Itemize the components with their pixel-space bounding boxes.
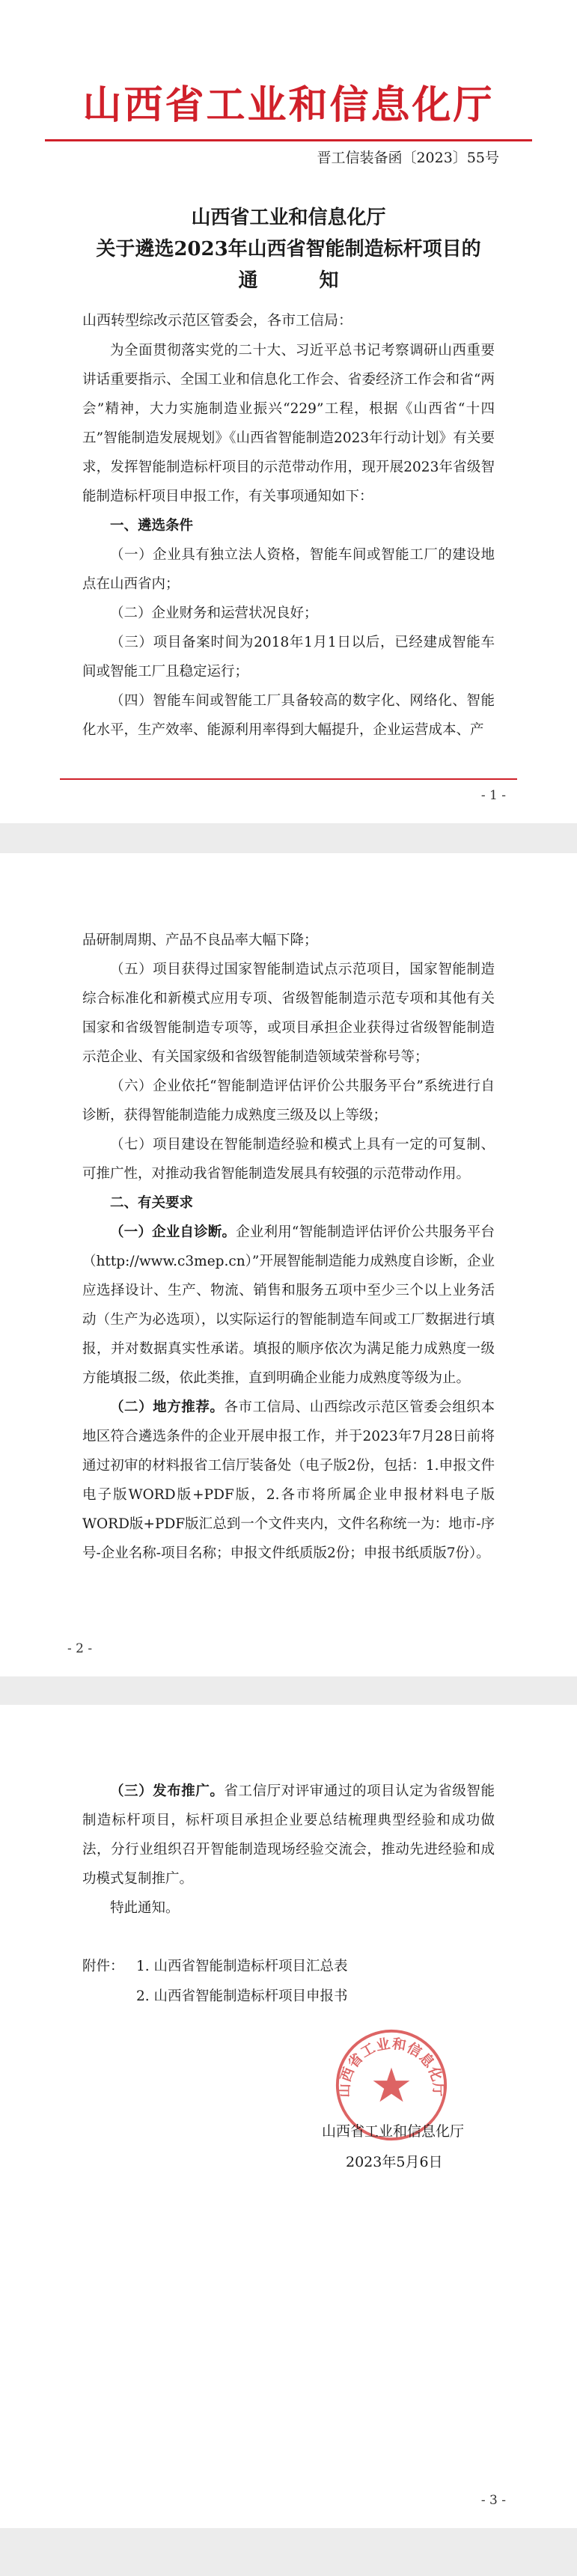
document-title [0,202,577,296]
attachments-list [82,1952,348,2012]
condition-5: （五）项目获得过国家智能制造试点示范项目，国家智能制造综合标准化和新模式应用专项、省级智能制造示范专项和其他有关国家和省级智能制造专项等，或项目承担企业获得过省级智能制造示范企业、有关国家级和省级智能制造领域荣誉称号等； [82,962,495,1065]
svg-text:山西省工业和信息化厅: 山西省工业和信息化厅 [337,2036,446,2098]
signer-name: 山西省工业和信息化厅 [322,2123,465,2140]
requirement-1-label: （一）企业自诊断。 [110,1224,236,1240]
title-line-1: 山西省工业和信息化厅 [191,207,386,229]
condition-7: （七）项目建设在智能制造经验和模式上具有一定的可复制、可推广性，对推动我省智能制造发展具有较强的示范带动作用。 [82,1137,495,1182]
intro-paragraph: 为全面贯彻落实党的二十大、习近平总书记考察调研山西重要讲话重要指示、全国工业和信息化工作会、省委经济工作会和省“两会”精神，大力实施制造业振兴“229”工程，根据《山西省“十四五”智能制造发展规划》《山西省智能制造2023年行动计划》有关要求，发挥智能制造标杆项目的示范带动作用，现开展2023年省级智能制造标杆项目申报工作，有关事项通知如下： [82,343,495,504]
attachment-2: 2. 山西省智能制造标杆项目申报书 [136,1989,348,2004]
requirement-3 [82,1777,495,1893]
letterhead-title: 山西省工业和信息化厅 [82,82,495,128]
title-line-3: 通 知 [238,269,360,292]
page-3-body [82,1777,495,1923]
requirement-1-text: 企业利用“智能制造评估评价公共服务平台（http://www.c3mep.cn）”开展智能制造能力成熟度自诊断，企业应选择设计、生产、物流、销售和服务五项中至少三个以上业务活动（生产为必选项），以实际运行的智能制造车间或工厂数据进行填报，并对数据真实性承诺。填报的顺序依次为满足能力成熟度一级方能填报二级，依此类推，直到明确企业能力成熟度等级为止。 [82,1224,495,1386]
document-page-3 [0,1705,577,2528]
document-page-2 [0,853,577,1676]
issue-date: 2023年5月6日 [346,2154,443,2170]
condition-4: （四）智能车间或智能工厂具备较高的数字化、网络化、智能化水平，生产效率、能源利用率得到大幅提升，企业运营成本、产 [82,693,495,738]
condition-2: （二）企业财务和运营状况良好； [110,605,318,621]
letterhead-red-rule [45,139,532,141]
closing-remark: 特此通知。 [110,1900,180,1916]
requirement-3-text: 省工信厅对评审通过的项目认定为省级智能制造标杆项目，标杆项目承担企业要总结梳理典型经验和成功做法，分行业组织召开智能制造现场经验交流会，推动先进经验和成功模式复制推广。 [82,1783,495,1887]
attachment-item [82,1952,348,1982]
condition-1: （一）企业具有独立法人资格，智能车间或智能工厂的建设地点在山西省内； [82,547,495,592]
document-page-1 [0,0,577,823]
page-1-body [82,336,495,745]
section-heading-1: 一、遴选条件 [110,518,194,534]
condition-3: （三）项目备案时间为2018年1月1日以后，已经建成智能车间或智能工厂且稳定运行； [82,635,495,680]
page-number-2: - 2 - [67,1641,93,1656]
page-2-body [82,926,495,1568]
salutation: 山西转型综改示范区管委会，各市工信局： [82,312,353,329]
requirement-2-text: 各市工信局、山西综改示范区管委会组织本地区符合遴选条件的企业开展申报工作，并于2023年7月28日前将通过初审的材料报省工信厅装备处（电子版2份，包括：1.申报文件电子版WORD版+PDF版，2.各市将所属企业申报材料电子版WORD版+PDF版汇总到一个文件夹内，文件名称统一为：地市-序号-企业名称-项目名称；申报文件纸质版2份；申报书纸质版7份）。 [82,1400,495,1561]
document-number: 晋工信装备函〔2023〕55号 [317,150,499,166]
page-number-1: - 1 - [480,788,506,803]
condition-4-continued: 品研制周期、产品不良品率大幅下降； [82,933,318,948]
section-heading-2: 二、有关要求 [110,1195,194,1211]
title-line-2: 关于遴选2023年山西省智能制造标杆项目的 [96,238,481,260]
condition-6: （六）企业依托“智能制造评估评价公共服务平台”系统进行自诊断，获得智能制造能力成熟度三级及以上等级； [82,1078,495,1123]
attachments-label: 附件： [82,1959,124,1974]
requirement-1 [82,1218,495,1393]
requirement-2-label: （二）地方推荐。 [110,1400,225,1415]
attachment-1: 1. 山西省智能制造标杆项目汇总表 [136,1959,348,1974]
requirement-3-label: （三）发布推广。 [110,1783,225,1799]
requirement-2 [82,1393,495,1568]
page-number-3: - 3 - [480,2493,506,2508]
footer-red-rule [60,778,517,780]
